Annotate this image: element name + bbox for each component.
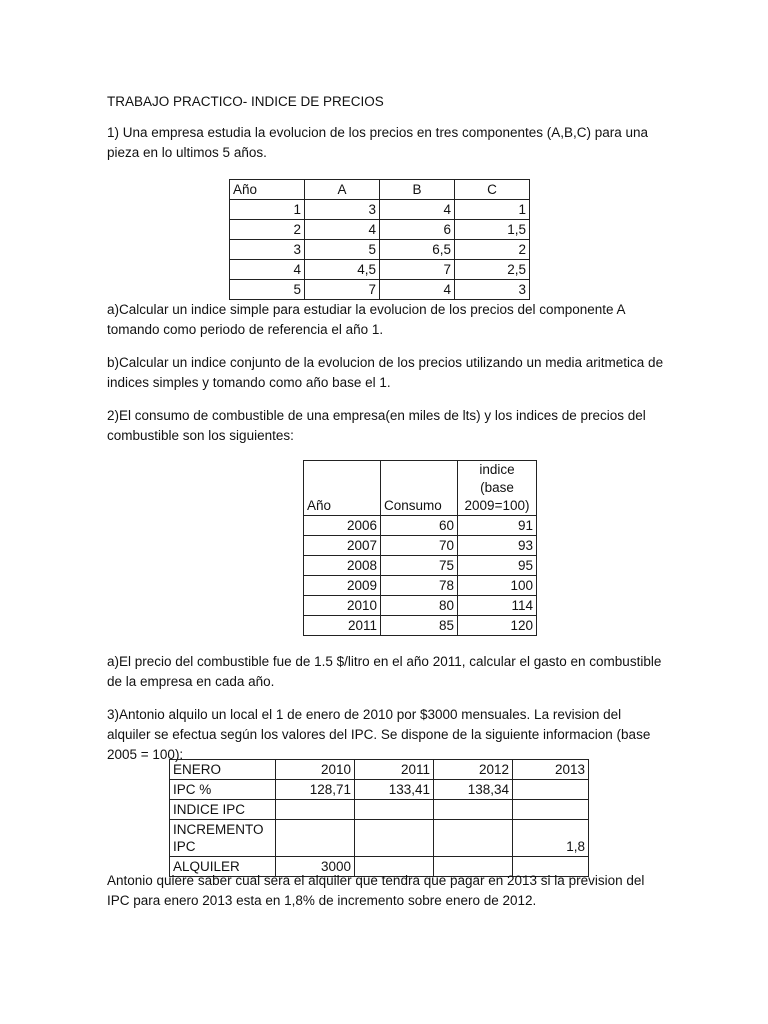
table-row [230,240,530,260]
table-cell [513,800,589,820]
q1-part-a: a)Calcular un indice simple para estudiar la evolucion de los precios del componente A tomando como periodo de referencia el año 1. [107,302,625,337]
header-line: indice (base [479,462,515,495]
q2-table [303,460,537,636]
table-cell: 3 [305,200,380,220]
header-cell: Consumo [381,461,458,516]
q3-outro: Antonio quiere saber cual sera el alquiler que tendra que pagar en 2013 si la prevision del IPC para enero 2013 esta en 1,8% de incremento sobre enero de 2012. [107,873,645,908]
q1-intro: 1) Una empresa estudia la evolucion de los precios en tres componentes (A,B,C) para una pieza en lo ultimos 5 años. [107,125,649,160]
header-cell: 2012 [434,760,513,780]
table-cell: 133,41 [355,780,434,800]
header-cell: 2010 [276,760,355,780]
q3-table [169,759,589,877]
table-cell: 1,5 [455,220,530,240]
table-cell [434,820,513,857]
header-cell: A [305,180,380,200]
table-cell: 7 [305,280,380,300]
table-row [304,576,537,596]
table-header-row [170,760,589,780]
cell-line: IPC [173,839,196,854]
table-cell [434,800,513,820]
table-cell: 78 [381,576,458,596]
table-cell: 138,34 [434,780,513,800]
table-cell: 75 [381,556,458,576]
header-cell: Año [230,180,305,200]
table-row [304,556,537,576]
table-cell: 2008 [304,556,381,576]
table-cell: 4 [380,280,455,300]
table-cell: 2006 [304,516,381,536]
table-cell [276,800,355,820]
table-cell: 6,5 [380,240,455,260]
table-cell: 95 [458,556,537,576]
table-cell: 3 [230,240,305,260]
table-cell: 4,5 [305,260,380,280]
table-row [304,596,537,616]
table-cell: 4 [305,220,380,240]
table-cell: 2009 [304,576,381,596]
table-cell: 80 [381,596,458,616]
table-cell: 120 [458,616,537,636]
q1-table [229,179,530,300]
table-cell: 60 [381,516,458,536]
table-cell [355,800,434,820]
q2-intro: 2)El consumo de combustible de una empresa(en miles de lts) y los indices de precios del combustible son los siguientes: [107,408,646,443]
header-cell: 2013 [513,760,589,780]
table-row [230,260,530,280]
table-row [170,820,589,857]
table-row [304,536,537,556]
table-cell [276,820,355,857]
table-row [170,800,589,820]
q2-part-a: a)El precio del combustible fue de 1.5 $/litro en el año 2011, calcular el gasto en combustible de la empresa en cada año. [107,654,662,689]
table-cell: 128,71 [276,780,355,800]
table-cell: 85 [381,616,458,636]
table-cell: 1 [455,200,530,220]
header-cell: B [380,180,455,200]
table-cell: 2010 [304,596,381,616]
table-row [230,200,530,220]
table-cell: 5 [230,280,305,300]
table-cell: 2,5 [455,260,530,280]
table-cell: 1 [230,200,305,220]
table-cell: 3 [455,280,530,300]
q3-intro: 3)Antonio alquilo un local el 1 de enero de 2010 por $3000 mensuales. La revision del alquiler se efectua según los valores del IPC. Se dispone de la siguiente informacion (base 2005 = 100): [107,707,651,762]
table-cell: IPC % [170,780,276,800]
header-cell: ENERO [170,760,276,780]
table-row [304,616,537,636]
table-cell: 6 [380,220,455,240]
table-cell [170,820,276,857]
table-cell: 4 [230,260,305,280]
table-row [230,280,530,300]
header-cell [458,461,537,516]
table-header-row [304,461,537,516]
page-title: TRABAJO PRACTICO- INDICE DE PRECIOS [107,94,384,109]
table-cell: INDICE IPC [170,800,276,820]
table-cell: 1,8 [513,820,589,857]
table-cell: 2 [230,220,305,240]
table-cell: 91 [458,516,537,536]
cell-line: INCREMENTO [173,822,264,837]
header-cell: C [455,180,530,200]
table-cell: 100 [458,576,537,596]
header-line: 2009=100) [464,498,530,513]
table-cell: 2 [455,240,530,260]
table-header-row [230,180,530,200]
q1-part-b: b)Calcular un indice conjunto de la evolucion de los precios utilizando un media aritmetica de indices simples y tomando como año base el 1. [107,355,664,390]
table-row [230,220,530,240]
table-cell: 4 [380,200,455,220]
table-cell: 2011 [304,616,381,636]
table-cell: 5 [305,240,380,260]
table-cell: ALQUILER [170,857,276,877]
header-cell: 2011 [355,760,434,780]
table-cell: 70 [381,536,458,556]
table-cell [355,820,434,857]
table-cell: 114 [458,596,537,616]
table-cell: 93 [458,536,537,556]
table-cell: 3000 [276,857,355,877]
table-row [304,516,537,536]
table-cell: 7 [380,260,455,280]
table-cell [513,780,589,800]
header-cell: Año [304,461,381,516]
table-row [170,780,589,800]
table-cell: 2007 [304,536,381,556]
